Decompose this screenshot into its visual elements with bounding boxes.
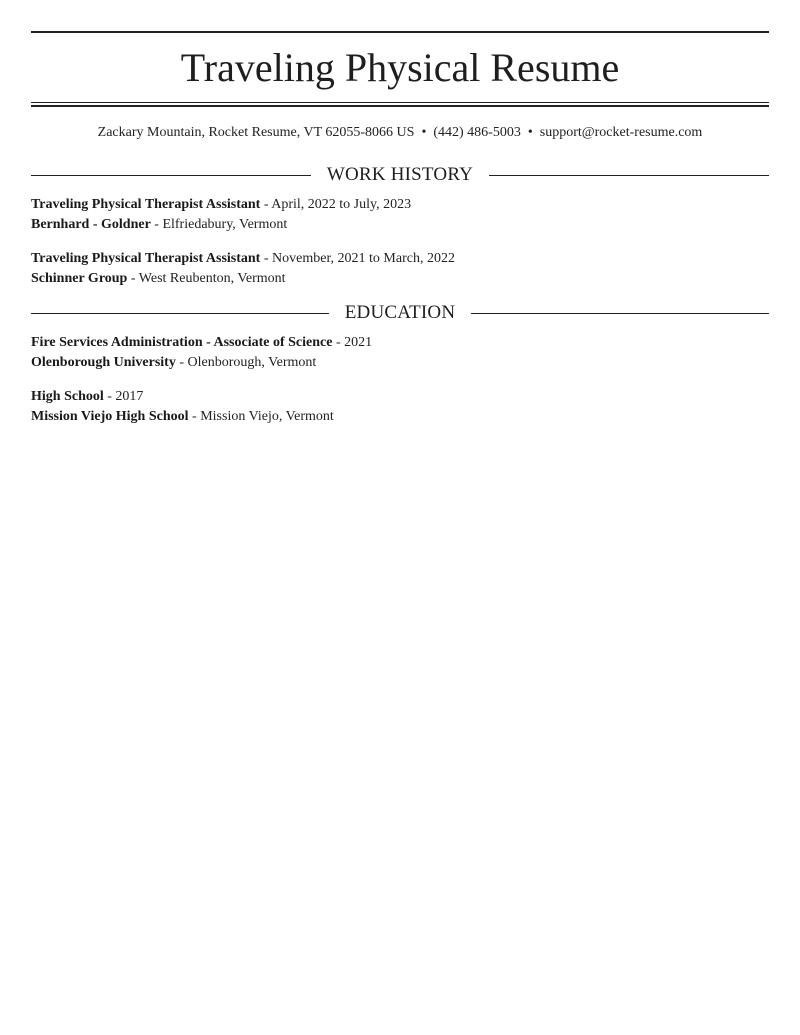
education-entry (31, 333, 769, 373)
dash-separator: - (127, 271, 139, 286)
bullet-separator: • (421, 125, 427, 140)
school-location: Olenborough, Vermont (187, 355, 317, 370)
section-title: EDUCATION (344, 302, 456, 323)
job-dates: April, 2022 to July, 2023 (271, 197, 412, 212)
dash-separator: - (260, 197, 272, 212)
header-top-rule (31, 31, 769, 33)
job-title: Traveling Physical Therapist Assistant (31, 197, 261, 212)
graduation-year: 2017 (115, 389, 144, 404)
contact-line (31, 123, 769, 143)
school-location: Mission Viejo, Vermont (200, 409, 334, 424)
section-rule-left (31, 175, 311, 176)
contact-phone: (442) 486-5003 (433, 125, 521, 140)
header-double-rule-thick (31, 105, 769, 107)
work-entry-employer-row (31, 215, 769, 235)
degree-name: Fire Services Administration - Associate of Science (31, 335, 333, 350)
school-name: Mission Viejo High School (31, 409, 189, 424)
section-rule-right (489, 175, 769, 176)
employer-name: Bernhard - Goldner (31, 217, 151, 232)
education-entry (31, 387, 769, 427)
employer-name: Schinner Group (31, 271, 128, 286)
work-entry-title-row (31, 249, 769, 269)
header-double-rule-thin (31, 102, 769, 103)
employer-location: West Reubenton, Vermont (138, 271, 286, 286)
education-entry-degree-row (31, 387, 769, 407)
education-entry-school-row (31, 407, 769, 427)
employer-location: Elfriedabury, Vermont (162, 217, 288, 232)
section-title: WORK HISTORY (326, 164, 474, 185)
education-entry-school-row (31, 353, 769, 373)
resume-title: Traveling Physical Resume (180, 45, 620, 90)
section-rule-left (31, 313, 329, 314)
graduation-year: 2021 (344, 335, 373, 350)
contact-address: Zackary Mountain, Rocket Resume, VT 62055-8066 US (97, 125, 415, 140)
dash-separator: - (260, 251, 273, 266)
education-entry-degree-row (31, 333, 769, 353)
school-name: Olenborough University (31, 355, 176, 370)
section-heading-work-history (31, 163, 769, 187)
job-title: Traveling Physical Therapist Assistant (31, 251, 261, 266)
section-rule-right (471, 313, 769, 314)
dash-separator: - (332, 335, 345, 350)
dash-separator: - (150, 217, 163, 232)
dash-separator: - (188, 409, 201, 424)
bullet-separator: • (527, 125, 533, 140)
work-entry-title-row (31, 195, 769, 215)
dash-separator: - (175, 355, 188, 370)
work-entry (31, 249, 769, 289)
degree-name: High School (31, 389, 104, 404)
job-dates: November, 2021 to March, 2022 (272, 251, 455, 266)
dash-separator: - (103, 389, 116, 404)
work-entry-employer-row (31, 269, 769, 289)
contact-email: support@rocket-resume.com (539, 125, 703, 140)
work-entry (31, 195, 769, 235)
section-heading-education (31, 301, 769, 325)
